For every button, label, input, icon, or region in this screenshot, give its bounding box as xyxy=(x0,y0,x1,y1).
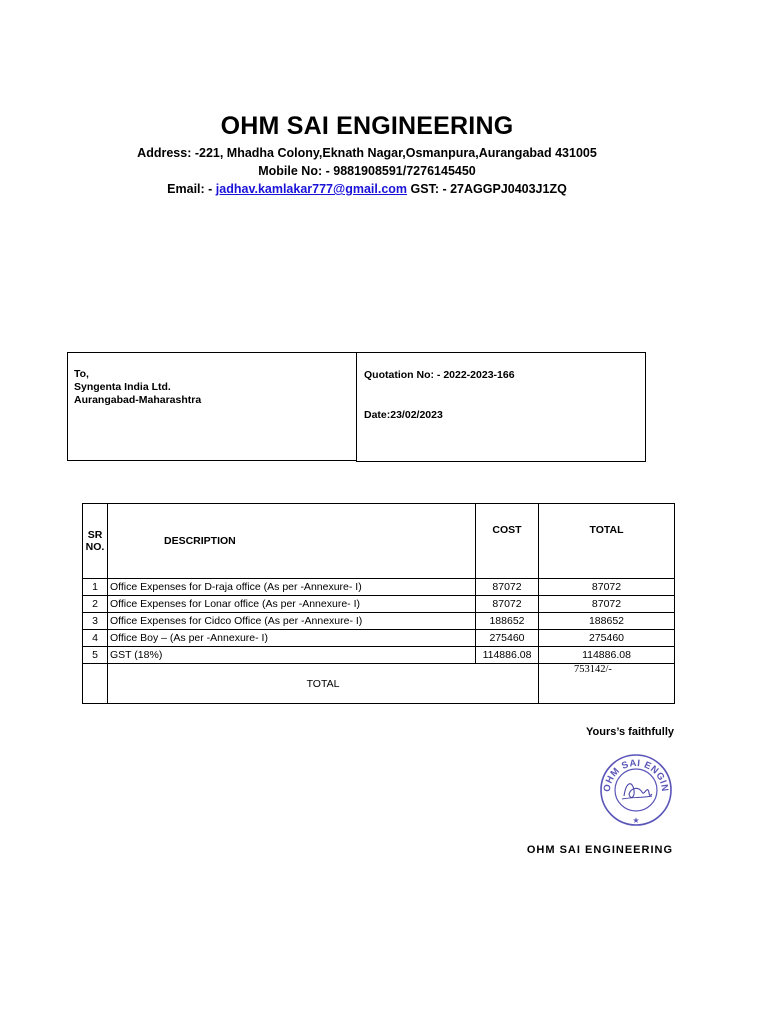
company-stamp xyxy=(598,752,674,833)
row-sr: 4 xyxy=(83,630,108,647)
svg-text:OHM SAI ENGINEERING: OHM SAI ENGIN xyxy=(601,757,671,793)
email-label: Email: - xyxy=(167,182,216,196)
row-description: Office Expenses for Lonar office (As per -Annexure- I) xyxy=(108,596,476,613)
recipient-line: Aurangabad-Maharashtra xyxy=(74,394,202,406)
quotation-number xyxy=(364,369,515,381)
row-total: 114886.08 xyxy=(539,647,675,664)
row-cost: 114886.08 xyxy=(476,647,539,664)
row-description: Office Boy – (As per -Annexure- I) xyxy=(108,630,476,647)
row-cost: 87072 xyxy=(476,596,539,613)
row-sr: 1 xyxy=(83,579,108,596)
table-row xyxy=(83,579,675,596)
quotation-box xyxy=(356,352,646,462)
table-row xyxy=(83,647,675,664)
total-sr-cell xyxy=(83,664,108,704)
row-total: 188652 xyxy=(539,613,675,630)
email-link[interactable]: jadhav.kamlakar777@gmail.com xyxy=(215,182,408,196)
gst-number: GST: - 27AGGPJ0403J1ZQ xyxy=(407,182,567,196)
header-sr-no xyxy=(83,504,108,579)
row-sr: 2 xyxy=(83,596,108,613)
table-row xyxy=(83,630,675,647)
closing-text: Yours’s faithfully xyxy=(585,726,674,738)
table-row xyxy=(83,613,675,630)
grand-total: 753142/- xyxy=(539,664,675,704)
total-row xyxy=(83,664,675,704)
row-sr: 5 xyxy=(83,647,108,664)
signatory-name: OHM SAI ENGINEERING xyxy=(526,844,673,856)
company-address: Address: -221, Mhadha Colony,Eknath Nagar,Osmanpura,Aurangabad 431005 xyxy=(137,146,597,160)
recipient-line: To, xyxy=(74,368,89,380)
row-description: Office Expenses for Cidco Office (As per -Annexure- I) xyxy=(108,613,476,630)
header-cost: COST xyxy=(476,504,539,579)
recipient-line: Syngenta India Ltd. xyxy=(74,381,171,393)
header-sr: SR xyxy=(87,529,103,541)
items-table xyxy=(82,503,675,704)
quotation-date: Date:23/02/2023 xyxy=(364,409,443,421)
company-name: OHM SAI ENGINEERING xyxy=(220,112,514,140)
recipient-box xyxy=(67,352,357,461)
row-description: GST (18%) xyxy=(108,647,476,664)
quotation-number-value: 2022-2023-166 xyxy=(443,369,515,381)
header-no: NO. xyxy=(85,541,105,553)
header-description: DESCRIPTION xyxy=(108,504,476,579)
svg-text:★: ★ xyxy=(632,816,640,825)
company-email-line xyxy=(0,182,734,196)
row-cost: 188652 xyxy=(476,613,539,630)
quotation-number-label: Quotation No: - xyxy=(364,369,444,381)
company-mobile: Mobile No: - 9881908591/7276145450 xyxy=(258,164,476,178)
row-description: Office Expenses for D-raja office (As per -Annexure- I) xyxy=(108,579,476,596)
recipient-address xyxy=(74,368,201,407)
row-total: 87072 xyxy=(539,579,675,596)
row-total: 87072 xyxy=(539,596,675,613)
total-label: TOTAL xyxy=(108,664,539,704)
row-cost: 87072 xyxy=(476,579,539,596)
row-cost: 275460 xyxy=(476,630,539,647)
table-row xyxy=(83,596,675,613)
row-sr: 3 xyxy=(83,613,108,630)
header-total: TOTAL xyxy=(539,504,675,579)
table-header-row xyxy=(83,504,675,579)
row-total: 275460 xyxy=(539,630,675,647)
